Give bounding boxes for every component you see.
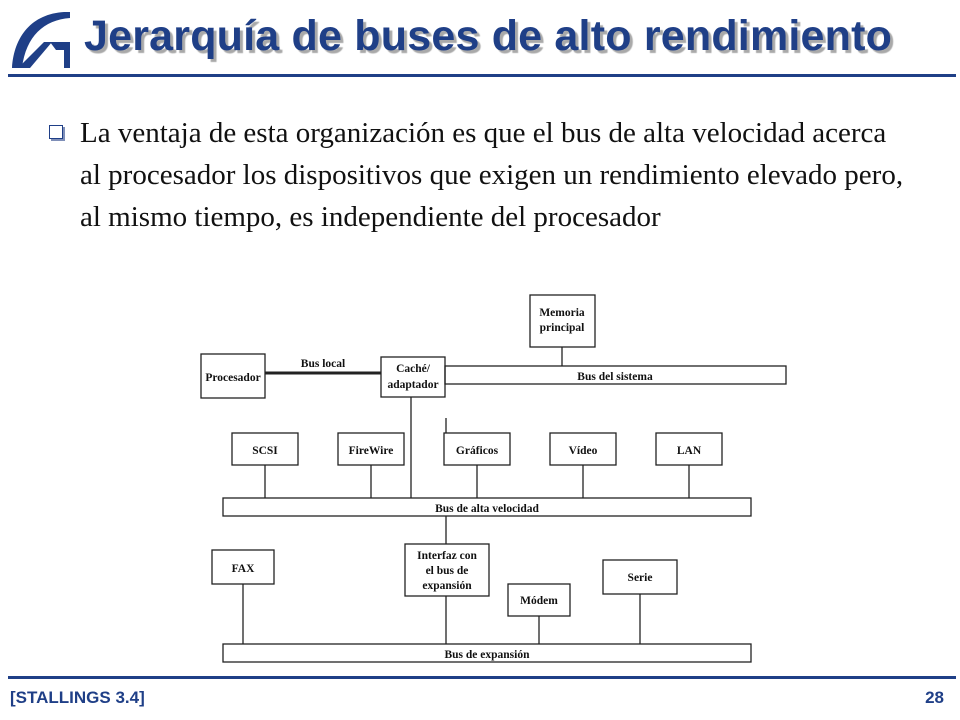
memoria-label-1: Memoria [539, 307, 585, 319]
lan-label: LAN [676, 445, 702, 457]
scsi-label: SCSI [252, 445, 278, 457]
bullet-text: La ventaja de esta organización es que el bus de alta velocidad acerca al procesador los dispositivos que exigen un rendimiento elevado pero, al mismo tiempo, es independiente del procesador [80, 117, 904, 233]
procesador-label: Procesador [205, 372, 261, 384]
memoria-label-2: principal [539, 322, 585, 334]
cache-label-2: adaptador [387, 379, 439, 391]
fax-label: FAX [231, 563, 255, 575]
modem-label: Módem [520, 595, 558, 607]
cache-label-1: Caché/ [396, 363, 430, 375]
bus-alta-velocidad-label: Bus de alta velocidad [435, 503, 539, 515]
university-logo-icon [4, 6, 76, 76]
interfaz-label-2: el bus de [425, 565, 469, 577]
memoria-principal-box [530, 295, 595, 347]
interfaz-label-1: Interfaz con [417, 550, 477, 562]
page-number: 28 [925, 688, 944, 707]
serie-label: Serie [627, 572, 653, 584]
interfaz-label-3: expansión [422, 580, 472, 592]
firewire-label: FireWire [348, 445, 394, 457]
video-label: Vídeo [568, 445, 598, 457]
bus-expansion-label: Bus de expansión [444, 649, 530, 661]
bus-hierarchy-diagram [195, 290, 795, 670]
slide-title: Jerarquía de buses de alto rendimiento [84, 12, 893, 60]
footer-divider [8, 676, 956, 679]
graficos-label: Gráficos [455, 445, 499, 457]
reference-citation: [STALLINGS 3.4] [10, 688, 145, 707]
bus-sistema-label: Bus del sistema [577, 371, 653, 383]
title-divider [8, 74, 956, 77]
checkbox-bullet-icon [49, 125, 63, 139]
bus-local-label: Bus local [300, 358, 346, 370]
